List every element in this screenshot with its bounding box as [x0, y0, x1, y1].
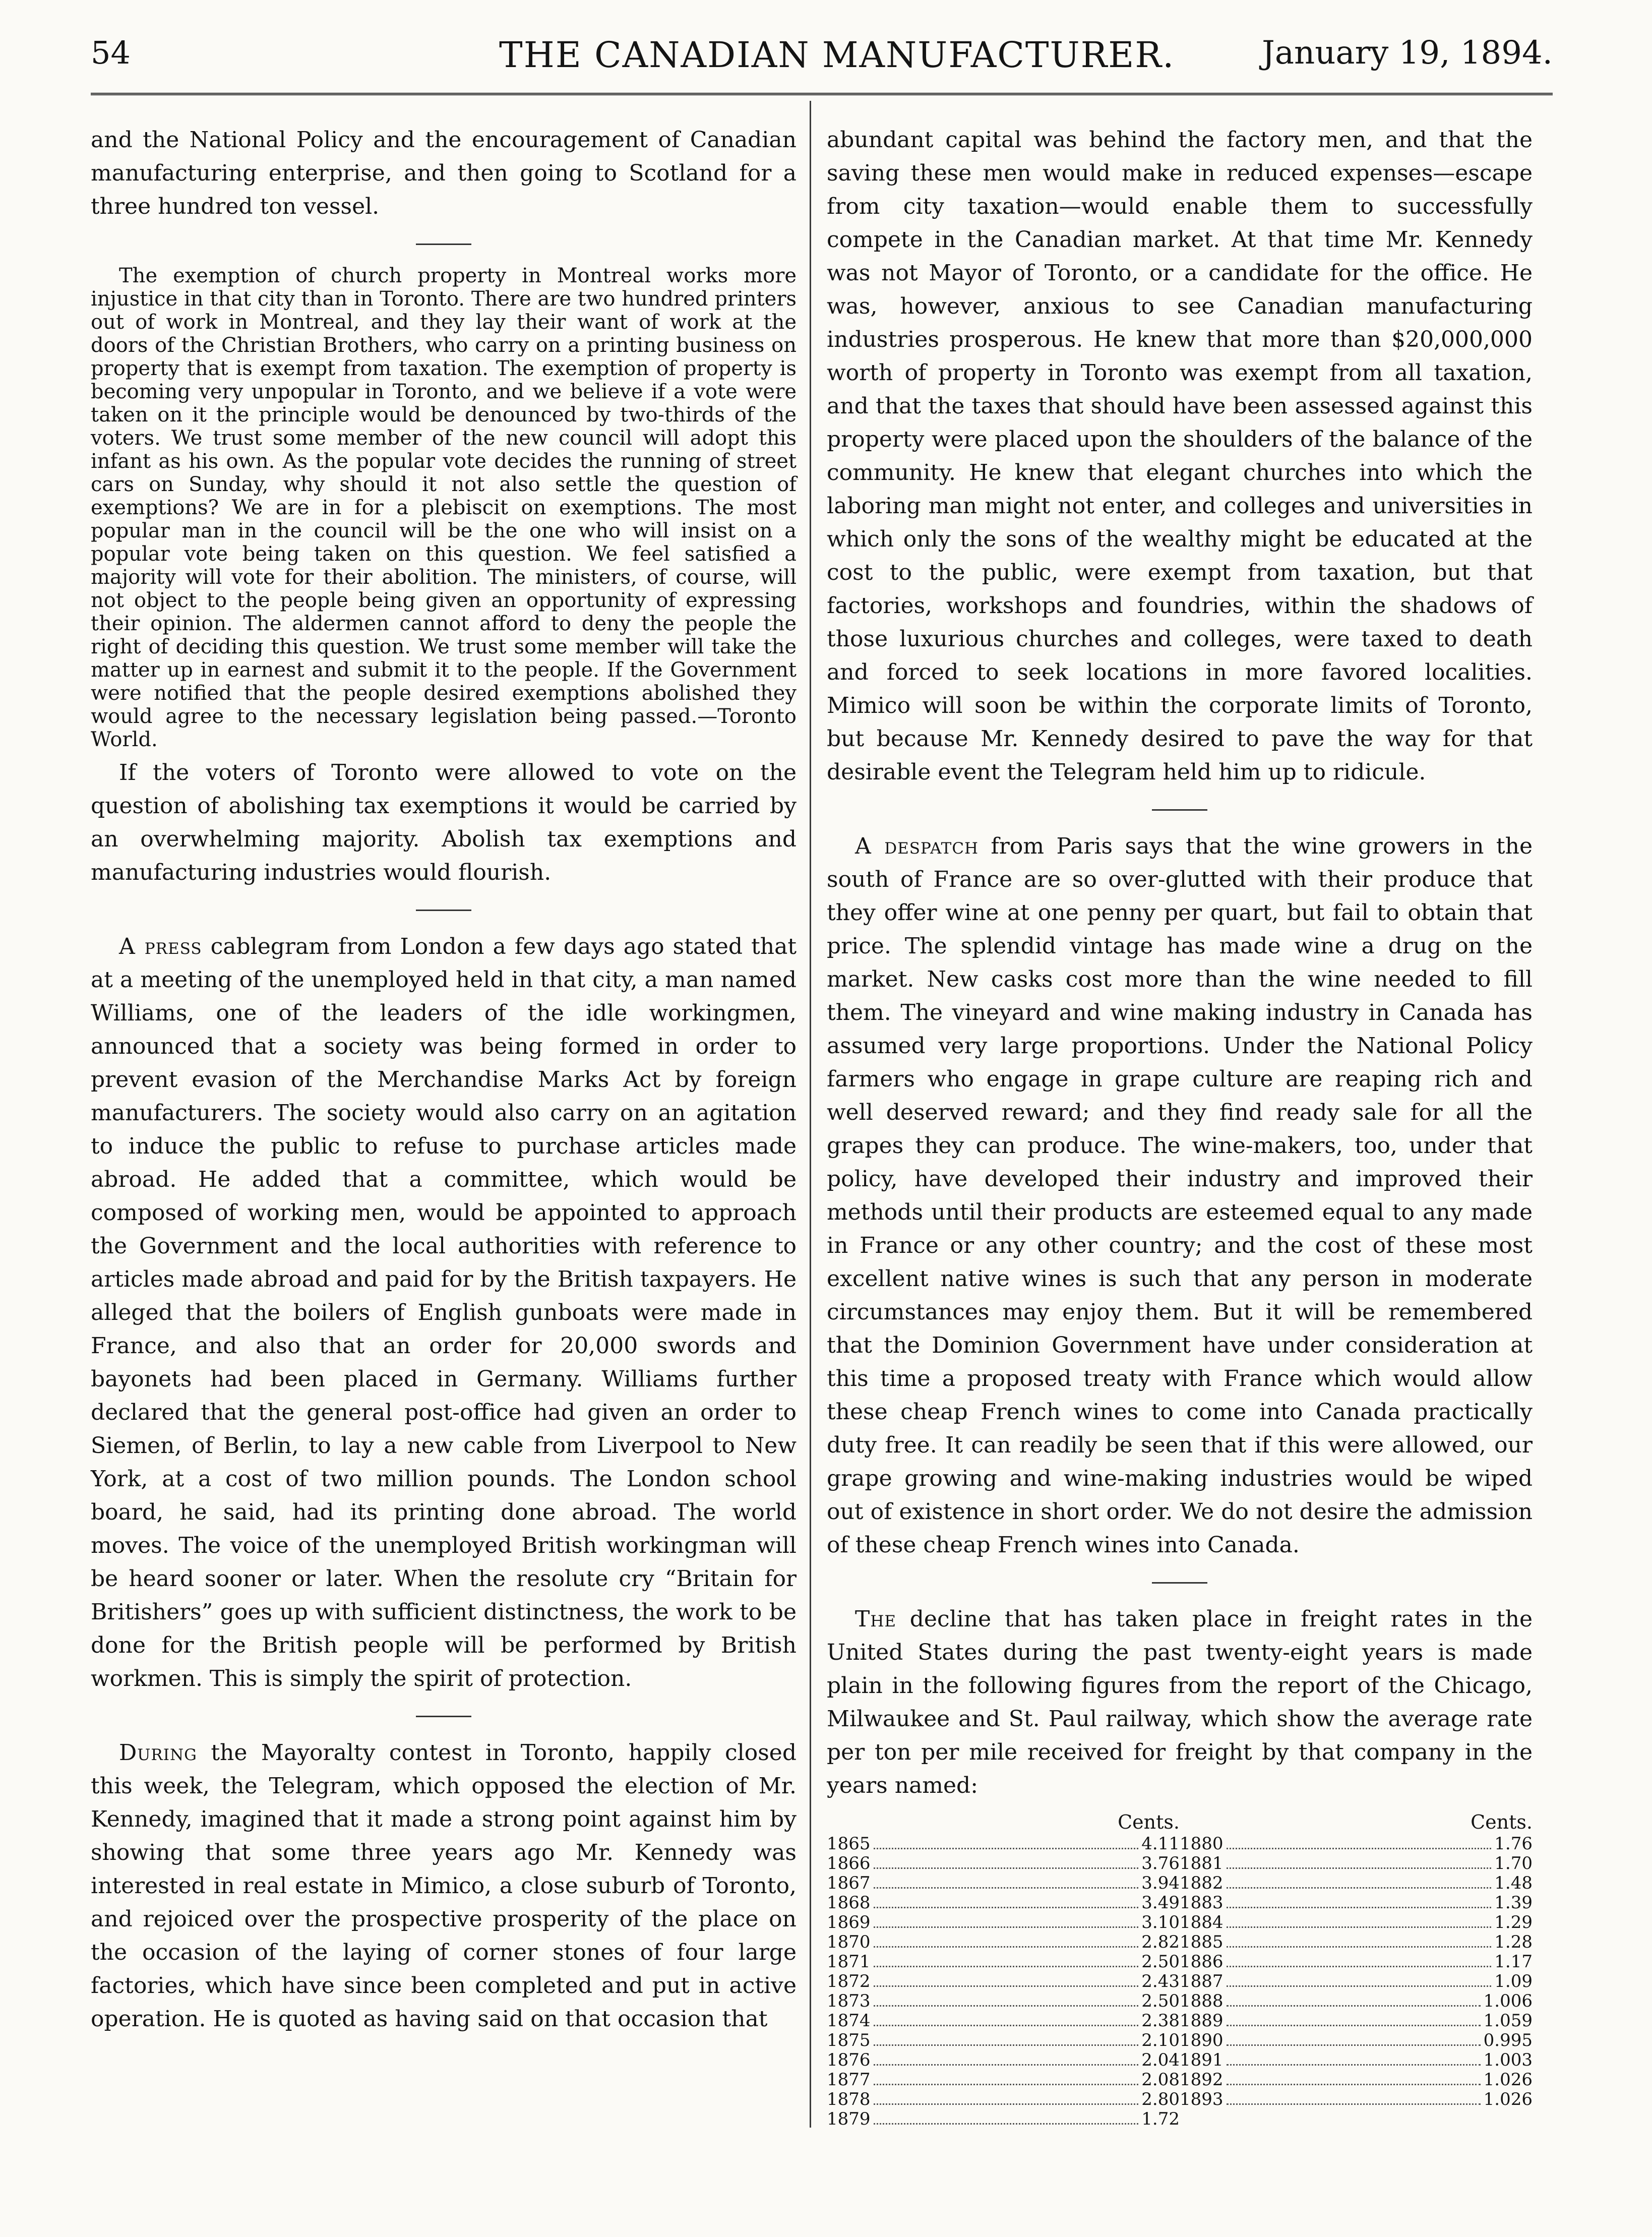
year-cell: 1890 — [1180, 2030, 1223, 2050]
dot-leader — [1227, 1848, 1492, 1849]
cents-cell: 2.08 — [1141, 2070, 1180, 2090]
year-cell: 1871 — [827, 1952, 871, 1972]
cents-cell: 1.09 — [1494, 1971, 1533, 1991]
cents-cell: 1.28 — [1494, 1932, 1533, 1952]
article-continuation: and the National Policy and the encouragement of Canadian manufacturing enterprise, and then going to Scotland for a three hundred ton vessel. — [91, 127, 797, 219]
table-row — [1180, 1913, 1533, 1932]
year-cell: 1867 — [827, 1873, 871, 1893]
cents-cell: 1.76 — [1494, 1834, 1533, 1854]
table-row — [1180, 1834, 1533, 1854]
table-row — [827, 1893, 1180, 1913]
article-body: cablegram from London a few days ago stated that at a meeting of the unemployed held in that city, a man named Williams, one of the leaders of the idle workingmen, announced that a society was being formed in order to prevent evasion of the Merchandise Marks Act by foreign manufacturers. The society would also carry on an agitation to induce the public to refuse to purchase articles made abroad. He added that a committee, which would be composed of working men, would be appointed to approach the Government and the local authorities with reference to articles made abroad and paid for by the British taxpayers. He alleged that the boilers of English gunboats were made in France, and also that an order for 20,000 swords and bayonets had been placed in Germany. Williams further declared that the general post-office had given an order to Siemen, of Berlin, to lay a new cable from Liverpool to New York, at a cost of two million pounds. The London school board, he said, had its printing done abroad. The world moves. The voice of the unemployed British workingman will be heard sooner or later. When the resolute cry “Britain for Britishers” goes up with sufficient distinctness, the work to be done for the British people will be performed by British workmen. This is simply the spirit of protection. — [91, 934, 797, 1691]
article-separator — [1152, 809, 1207, 811]
cents-cell: 1.39 — [1494, 1893, 1533, 1913]
year-cell: 1882 — [1180, 1873, 1223, 1893]
cents-cell: 0.995 — [1483, 2030, 1533, 2050]
table-header: Cents. — [1118, 1811, 1180, 1833]
article-tax-exemptions: If the voters of Toronto were allowed to vote on the question of abolishing tax exemptions it would be carried by an overwhelming majority. Abolish tax exemptions and manufacturing industries would flourish. — [91, 760, 797, 885]
cents-cell: 1.48 — [1494, 1873, 1533, 1893]
article-separator — [416, 1716, 471, 1717]
table-row — [827, 1834, 1180, 1854]
table-row — [827, 1854, 1180, 1873]
dot-leader — [874, 2123, 1139, 2125]
page-number: 54 — [91, 34, 131, 71]
issue-date: January 19, 1894. — [1262, 34, 1553, 72]
table-row — [1180, 1952, 1533, 1972]
article-freight-rates — [827, 1603, 1533, 1802]
table-row — [827, 1952, 1180, 1972]
dot-leader — [1227, 2064, 1481, 2066]
year-cell: 1891 — [1180, 2050, 1223, 2070]
dot-leader — [874, 1985, 1139, 1987]
cents-cell: 2.82 — [1141, 1932, 1180, 1952]
year-cell: 1870 — [827, 1932, 871, 1952]
table-row — [1180, 1932, 1533, 1952]
cents-cell: 1.72 — [1141, 2109, 1180, 2129]
table-row — [827, 1932, 1180, 1952]
article-separator — [1152, 1582, 1207, 1584]
dot-leader — [874, 1946, 1139, 1948]
table-row — [1180, 1854, 1533, 1873]
right-column — [827, 124, 1533, 2129]
dot-leader — [874, 1907, 1139, 1908]
lead-in: During — [119, 1740, 197, 1766]
year-cell: 1885 — [1180, 1932, 1223, 1952]
cents-cell: 1.006 — [1483, 1991, 1533, 2011]
table-row — [827, 1913, 1180, 1932]
header-rule — [91, 93, 1553, 95]
year-cell: 1878 — [827, 2089, 871, 2109]
table-row — [1180, 2090, 1533, 2109]
publication-title: THE CANADIAN MANUFACTURER. — [499, 34, 1175, 76]
year-cell: 1884 — [1180, 1912, 1223, 1932]
cents-cell: 2.04 — [1141, 2050, 1180, 2070]
year-cell: 1876 — [827, 2050, 871, 2070]
dot-leader — [874, 2084, 1139, 2085]
article-separator — [416, 910, 471, 911]
cents-cell: 1.059 — [1483, 2011, 1533, 2031]
article-body: decline that has taken place in freight rates in the United States during the past twenty-eight years is made plain in the following figures from the report of the Chicago, Milwaukee and St. Paul railway, which show the average rate per ton per mile received for freight by that company in the years named: — [827, 1606, 1533, 1798]
dot-leader — [874, 2064, 1139, 2066]
dot-leader — [1227, 2084, 1481, 2085]
dot-leader — [874, 1867, 1139, 1869]
year-cell: 1886 — [1180, 1952, 1223, 1972]
dot-leader — [874, 2044, 1139, 2046]
dot-leader — [1227, 2103, 1481, 2105]
year-cell: 1874 — [827, 2011, 871, 2031]
cents-cell: 3.94 — [1141, 1873, 1180, 1893]
year-cell: 1866 — [827, 1853, 871, 1873]
cents-cell: 1.29 — [1494, 1912, 1533, 1932]
table-header: Cents. — [1471, 1811, 1533, 1833]
article-church-exemption: The exemption of church property in Montreal works more injustice in that city than in Toronto. There are two hundred printers out of work in Montreal, and they lay their want of work at the doors of the Christian Brothers, who carry on a printing business on property that is exempt from taxation. The exemption of property is becoming very unpopular in Toronto, and we believe if a vote were taken on it the principle would be denounced by two-thirds of the voters. We trust some member of the new council will adopt this infant as his own. As the popular vote decides the running of street cars on Sunday, why should it not also settle the question of exemptions? We are in for a plebiscit on exemptions. The most popular man in the council will be the one who will insist on a popular vote being taken on this question. We feel satisfied a majority will vote for their abolition. The ministers, of course, will not object to the people being given an opportunity of expressing their opinion. The aldermen cannot afford to deny the people the right of deciding this question. We trust some member will take the matter up in earnest and submit it to the people. If the Government were notified that the people desired exemptions abolished they would agree to the necessary legislation being passed.—Toronto World. — [91, 264, 797, 751]
dot-leader — [874, 1848, 1139, 1849]
cents-cell: 3.49 — [1141, 1893, 1180, 1913]
column-divider — [810, 101, 811, 2128]
cents-cell: 1.026 — [1483, 2070, 1533, 2090]
table-row — [827, 1972, 1180, 1991]
year-cell: 1872 — [827, 1971, 871, 1991]
year-cell: 1869 — [827, 1912, 871, 1932]
cents-cell: 3.10 — [1141, 1912, 1180, 1932]
page-header — [91, 29, 1553, 85]
dot-leader — [874, 2005, 1139, 2007]
lead-in: The — [855, 1606, 897, 1632]
year-cell: 1877 — [827, 2070, 871, 2090]
cents-cell: 2.38 — [1141, 2011, 1180, 2031]
freight-rate-table — [827, 1812, 1533, 2129]
year-cell: 1892 — [1180, 2070, 1223, 2090]
article-mayoralty — [91, 1736, 797, 2036]
dot-leader — [1227, 1985, 1492, 1987]
article-body: the Mayoralty contest in Toronto, happily closed this week, the Telegram, which opposed the election of Mr. Kennedy, imagined that it made a strong point against him by showing that some three years ago Mr. Kennedy was interested in real estate in Mimico, a close suburb of Toronto, and rejoiced over the prospective prosperity of the place on the occasion of the laying of corner stones of four large factories, which have since been completed and put in active operation. He is quoted as having said on that occasion that — [91, 1740, 797, 2032]
year-cell: 1880 — [1180, 1834, 1223, 1854]
dot-leader — [874, 1926, 1139, 1928]
year-cell: 1888 — [1180, 1991, 1223, 2011]
year-cell: 1887 — [1180, 1971, 1223, 1991]
cents-cell: 4.11 — [1141, 1834, 1180, 1854]
year-cell: 1883 — [1180, 1893, 1223, 1913]
table-row — [827, 2070, 1180, 2090]
article-mayoralty-continued: abundant capital was behind the factory men, and that the saving these men would make in reduced expenses—escape from city taxation—would enable them to successfully compete in the Canadian market. At that time Mr. Kennedy was not Mayor of Toronto, or a candidate for the office. He was, however, anxious to see Canadian manufacturing industries prosperous. He knew that more than $20,000,000 worth of property in Toronto was exempt from all taxation, and that the taxes that should have been assessed against this property were placed upon the shoulders of the balance of the community. He knew that elegant churches into which the laboring man might not enter, and colleges and universities in which only the sons of the wealthy might be educated at the cost to the public, were exempt from taxation, but that factories, workshops and foundries, within the shadows of those luxurious churches and colleges, were taxed to death and forced to seek locations in more favored localities. Mimico will soon be within the corporate limits of Toronto, but because Mr. Kennedy desired to pave the way for that desirable event the Telegram held him up to ridicule. — [827, 127, 1533, 785]
table-row — [827, 2031, 1180, 2050]
table-row — [827, 1991, 1180, 2011]
table-row — [827, 2109, 1180, 2129]
year-cell: 1881 — [1180, 1853, 1223, 1873]
year-cell: 1865 — [827, 1834, 871, 1854]
dot-leader — [1227, 1926, 1492, 1928]
table-row — [1180, 1972, 1533, 1991]
article-separator — [416, 244, 471, 245]
cents-cell: 2.10 — [1141, 2030, 1180, 2050]
dot-leader — [1227, 1887, 1492, 1889]
lead-in: A press — [119, 934, 202, 959]
dot-leader — [1227, 1867, 1492, 1869]
dot-leader — [1227, 2044, 1481, 2046]
cents-cell: 3.76 — [1141, 1853, 1180, 1873]
year-cell: 1873 — [827, 1991, 871, 2011]
table-row — [1180, 1991, 1533, 2011]
dot-leader — [1227, 1907, 1492, 1908]
cents-cell: 1.70 — [1494, 1853, 1533, 1873]
rate-table-column — [827, 1812, 1180, 2129]
dot-leader — [1227, 1966, 1492, 1967]
table-row — [827, 2011, 1180, 2031]
table-row — [1180, 1873, 1533, 1893]
table-row — [1180, 2050, 1533, 2070]
cents-cell: 2.50 — [1141, 1991, 1180, 2011]
table-row — [827, 2090, 1180, 2109]
table-row — [1180, 2031, 1533, 2050]
table-row — [827, 2050, 1180, 2070]
cents-cell: 1.026 — [1483, 2089, 1533, 2109]
dot-leader — [1227, 2025, 1481, 2026]
cents-cell: 2.50 — [1141, 1952, 1180, 1972]
cents-cell: 1.003 — [1483, 2050, 1533, 2070]
cents-cell: 2.43 — [1141, 1971, 1180, 1991]
dot-leader — [874, 2103, 1139, 2105]
left-column — [91, 124, 797, 2036]
rate-table-column — [1180, 1812, 1533, 2129]
cents-cell: 2.80 — [1141, 2089, 1180, 2109]
dot-leader — [874, 2025, 1139, 2026]
table-row — [827, 1873, 1180, 1893]
year-cell: 1879 — [827, 2109, 871, 2129]
year-cell: 1868 — [827, 1893, 871, 1913]
article-press-cablegram — [91, 930, 797, 1696]
year-cell: 1889 — [1180, 2011, 1223, 2031]
year-cell: 1893 — [1180, 2089, 1223, 2109]
cents-cell: 1.17 — [1494, 1952, 1533, 1972]
year-cell: 1875 — [827, 2030, 871, 2050]
dot-leader — [1227, 1946, 1492, 1948]
article-wine-despatch — [827, 830, 1533, 1562]
lead-in: A despatch — [855, 833, 979, 859]
table-row — [1180, 1893, 1533, 1913]
table-row — [1180, 2011, 1533, 2031]
table-row — [1180, 2070, 1533, 2090]
dot-leader — [1227, 2005, 1481, 2007]
dot-leader — [874, 1966, 1139, 1967]
article-body: from Paris says that the wine growers in the south of France are so over-glutted with their produce that they offer wine at one penny per quart, but fail to obtain that price. The splendid vintage has made wine a drug on the market. New casks cost more than the wine needed to fill them. The vineyard and wine making industry in Canada has assumed very large proportions. Under the National Policy farmers who engage in grape culture are reaping rich and well deserved reward; and they find ready sale for all the grapes they can produce. The wine-makers, too, under that policy, have developed their industry and improved their methods until their products are esteemed equal to any made in France or any other country; and the cost of these most excellent native wines is such that any person in moderate circumstances may enjoy them. But it will be remembered that the Dominion Government have under consideration at this time a proposed treaty with France which would allow these cheap French wines to come into Canada practically duty free. It can readily be seen that if this were allowed, our grape growing and wine-making industries would be wiped out of existence in short order. We do not desire the admission of these cheap French wines into Canada. — [827, 833, 1533, 1558]
dot-leader — [874, 1887, 1139, 1889]
